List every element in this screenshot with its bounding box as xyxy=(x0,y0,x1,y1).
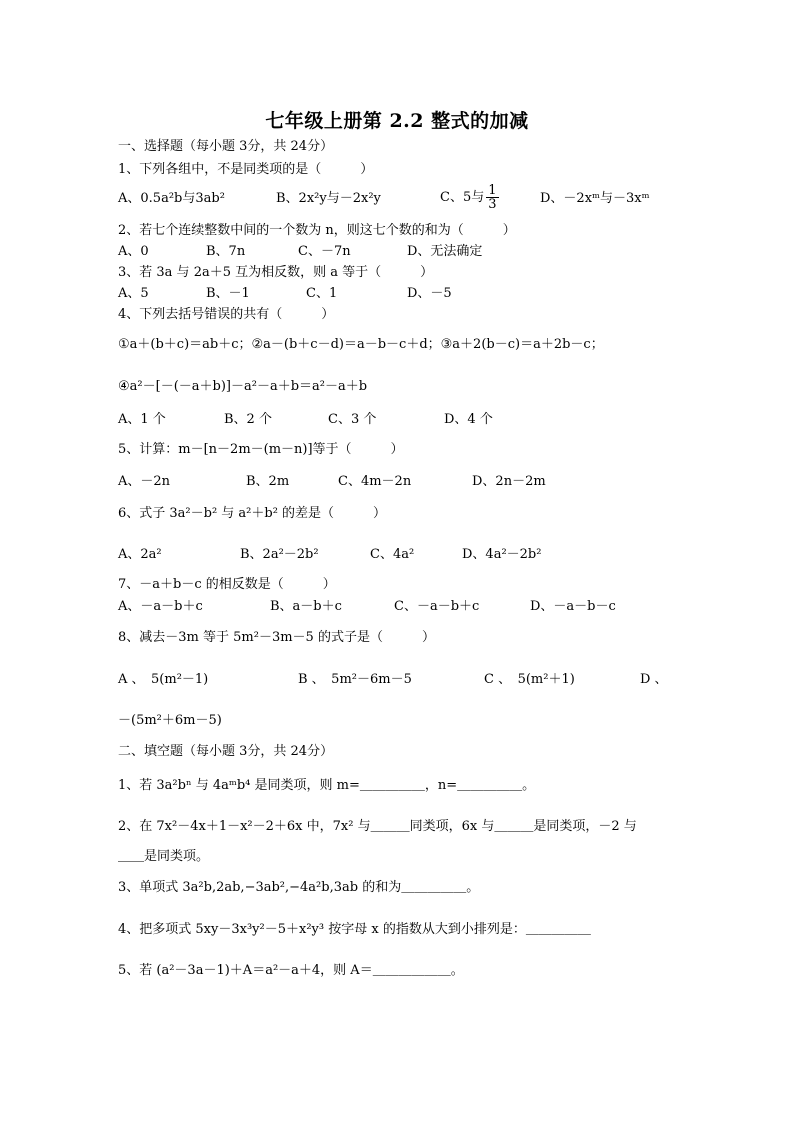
q1-option-c-text: C、5与 xyxy=(440,190,485,205)
fill-q2-line1: 2、在 7x²－4x＋1－x²－2＋6x 中，7x² 与＿＿＿同类项，6x 与＿＿＿是同类项，－2 与 xyxy=(118,819,637,834)
fill-q4: 4、把多项式 5xy－3x³y²－5＋x²y³ 按字母 x 的指数从大到小排列是：＿＿＿＿＿ xyxy=(118,922,591,937)
q7-option-c: C、－a－b＋c xyxy=(394,599,480,614)
q5-option-d: D、2n－2m xyxy=(472,474,546,489)
q8-option-d-continued: －(5m²＋6m－5) xyxy=(118,713,222,728)
q8-option-a: A 、 5(m²－1) xyxy=(118,672,209,687)
q7-stem: 7、－a＋b－c 的相反数是（ ） xyxy=(118,577,336,592)
q7-option-b: B、a－b＋c xyxy=(270,599,342,614)
fill-q5: 5、若 (a²－3a－1)＋A＝a²－a＋4，则 A＝＿＿＿＿＿＿。 xyxy=(118,963,464,978)
q4-statements-line2: ④a²－[－(－a＋b)]－a²－a＋b＝a²－a＋b xyxy=(118,379,368,394)
fill-q2-line2: ＿＿是同类项。 xyxy=(118,849,210,864)
q4-option-d: D、4 个 xyxy=(444,412,493,427)
q1-option-c xyxy=(440,184,499,211)
q1-option-d: D、－2xᵐ与－3xᵐ xyxy=(540,191,650,206)
q4-option-a: A、1 个 xyxy=(118,412,166,427)
fraction-denominator: 3 xyxy=(488,197,497,212)
q8-option-b: B 、 5m²－6m－5 xyxy=(298,672,412,687)
q4-option-c: C、3 个 xyxy=(328,412,377,427)
fraction xyxy=(486,184,498,211)
q1-option-b: B、2x²y与－2x²y xyxy=(276,191,381,206)
q8-option-c: C 、 5(m²＋1) xyxy=(484,672,575,687)
q7-option-d: D、－a－b－c xyxy=(530,599,616,614)
q6-option-d: D、4a²－2b² xyxy=(462,547,542,562)
q7-option-a: A、－a－b＋c xyxy=(118,599,203,614)
q2-option-a: A、0 xyxy=(118,244,149,259)
fill-q1: 1、若 3a²bⁿ 与 4aᵐb⁴ 是同类项，则 m=＿＿＿＿＿，n=＿＿＿＿＿。 xyxy=(118,778,536,793)
q3-option-c: C、1 xyxy=(306,286,338,301)
q6-stem: 6、式子 3a²－b² 与 a²＋b² 的差是（ ） xyxy=(118,506,387,521)
fraction-numerator: 1 xyxy=(488,183,497,198)
q5-option-b: B、2m xyxy=(246,474,290,489)
fill-q3: 3、单项式 3a²b,2ab,−3ab²,−4a²b,3ab 的和为＿＿＿＿＿。 xyxy=(118,880,480,895)
q6-option-b: B、2a²－2b² xyxy=(240,547,319,562)
q3-option-d: D、－5 xyxy=(407,286,452,301)
q8-stem: 8、减去－3m 等于 5m²－3m－5 的式子是（ ） xyxy=(118,630,435,645)
q1-option-a: A、0.5a²b与3ab² xyxy=(118,191,225,206)
q4-statements-line1: ①a＋(b＋c)＝ab＋c；②a－(b＋c－d)＝a－b－c＋d；③a＋2(b－c)＝a＋2b－c； xyxy=(118,337,604,352)
q4-option-b: B、2 个 xyxy=(224,412,272,427)
q6-option-c: C、4a² xyxy=(370,547,415,562)
q3-stem: 3、若 3a 与 2a＋5 互为相反数，则 a 等于（ ） xyxy=(118,265,434,280)
q2-stem: 2、若七个连续整数中间的一个数为 n，则这七个数的和为（ ） xyxy=(118,223,516,238)
q5-option-a: A、－2n xyxy=(118,474,171,489)
page-title: 七年级上册第 2.2 整式的加减 xyxy=(265,110,529,132)
q2-option-d: D、无法确定 xyxy=(407,244,483,259)
q3-option-a: A、5 xyxy=(118,286,149,301)
q4-stem: 4、下列去括号错误的共有（ ） xyxy=(118,307,335,322)
q2-option-c: C、－7n xyxy=(298,244,351,259)
q6-option-a: A、2a² xyxy=(118,547,162,562)
q5-option-c: C、4m－2n xyxy=(338,474,412,489)
q5-stem: 5、计算：m－[n－2m－(m－n)]等于（ ） xyxy=(118,442,404,457)
q1-stem: 1、下列各组中，不是同类项的是（ ） xyxy=(118,162,374,177)
q3-option-b: B、－1 xyxy=(206,286,250,301)
section2-header: 二、填空题（每小题 3分，共 24分） xyxy=(118,744,334,759)
section1-header: 一、选择题（每小题 3分，共 24分） xyxy=(118,139,334,154)
q8-option-d: D 、 xyxy=(640,672,668,687)
q2-option-b: B、7n xyxy=(206,244,246,259)
